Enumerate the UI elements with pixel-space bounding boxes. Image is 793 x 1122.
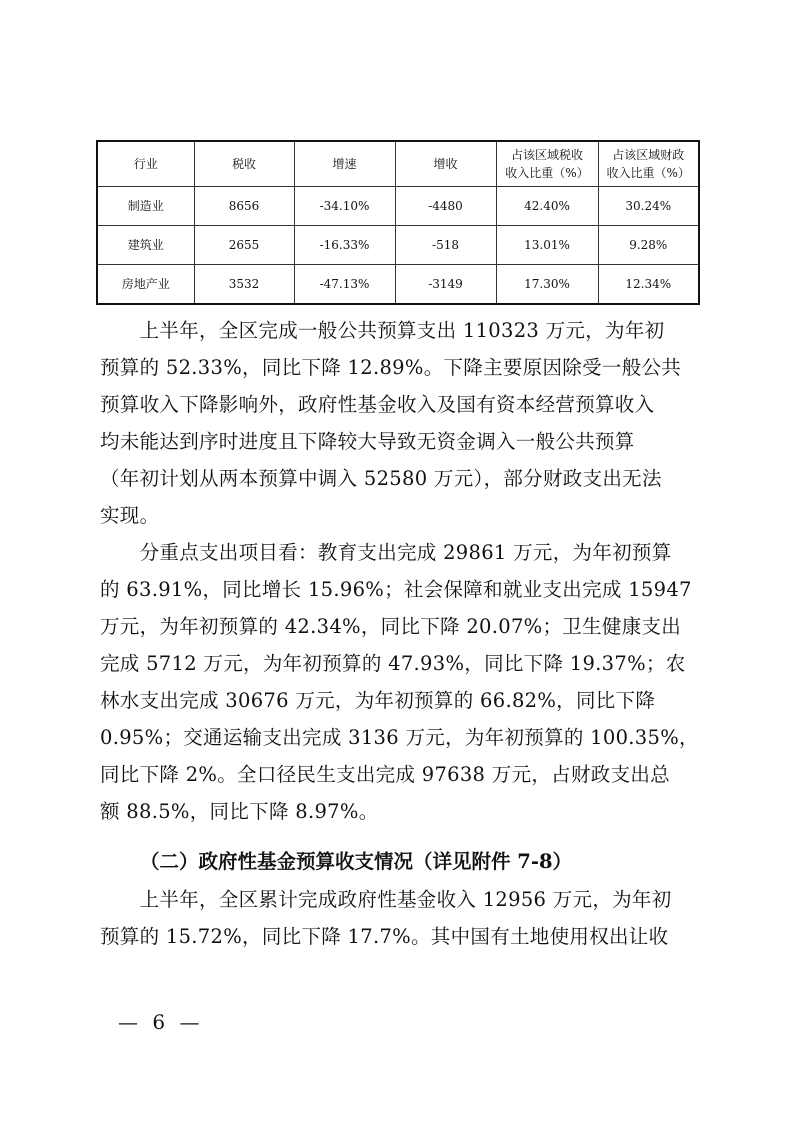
table-cell: 12.34% (598, 265, 699, 305)
table-cell: -47.13% (294, 265, 395, 305)
table-cell: -34.10% (294, 187, 395, 226)
table-row (97, 226, 699, 265)
text-line: 0.95%；交通运输支出完成 3136 万元，为年初预算的 100.35%， (100, 726, 699, 749)
table-cell: 17.30% (496, 265, 598, 305)
table-cell: 3532 (194, 265, 294, 305)
header-share-fiscal-line2: 收入比重（%） (606, 166, 690, 180)
text-line: 预算收入下降影响外，政府性基金收入及国有资本经营预算收入 (100, 393, 655, 416)
text-line: 分重点支出项目看：教育支出完成 29861 万元，为年初预算 (100, 541, 672, 564)
header-share-tax-line1: 占该区域税收 (510, 148, 583, 162)
paragraph-key-expenditure-items (100, 534, 699, 830)
text-line: 实现。 (100, 504, 160, 527)
industry-tax-table (96, 140, 700, 305)
section-heading: （二）政府性基金预算收支情况（详见附件 7-8） (140, 850, 573, 873)
table-cell: 30.24% (598, 187, 699, 226)
table-row (97, 187, 699, 226)
table-cell: -16.33% (294, 226, 395, 265)
header-growth-rate: 增速 (294, 141, 395, 187)
text-line: 的 63.91%，同比增长 15.96%；社会保障和就业支出完成 15947 (100, 578, 692, 601)
text-line: 完成 5712 万元，为年初预算的 47.93%，同比下降 19.37%；农 (100, 652, 686, 675)
table-cell: 建筑业 (97, 226, 194, 265)
table-cell: -4480 (395, 187, 496, 226)
table-cell: 13.01% (496, 226, 598, 265)
table-cell: 制造业 (97, 187, 194, 226)
header-tax: 税收 (194, 141, 294, 187)
table-header-row (97, 141, 699, 187)
text-line: 上半年，全区完成一般公共预算支出 110323 万元，为年初 (100, 319, 665, 342)
page-number: — 6 — (118, 1010, 204, 1034)
text-line: 上半年，全区累计完成政府性基金收入 12956 万元，为年初 (100, 888, 672, 911)
text-line: 预算的 15.72%，同比下降 17.7%。其中国有土地使用权出让收 (100, 925, 669, 948)
header-share-tax-line2: 收入比重（%） (505, 166, 589, 180)
paragraph-general-budget-expenditure (100, 312, 694, 534)
table-cell: -518 (395, 226, 496, 265)
text-line: 均未能达到序时进度且下降较大导致无资金调入一般公共预算 (100, 430, 635, 453)
text-line: 同比下降 2%。全口径民生支出完成 97638 万元，占财政支出总 (100, 763, 670, 786)
table-row (97, 265, 699, 305)
text-line: 额 88.5%，同比下降 8.97%。 (100, 800, 379, 823)
table-cell: 房地产业 (97, 265, 194, 305)
header-industry: 行业 (97, 141, 194, 187)
text-line: 预算的 52.33%，同比下降 12.89%。下降主要原因除受一般公共 (100, 356, 682, 379)
table-cell: -3149 (395, 265, 496, 305)
header-share-fiscal-line1: 占该区域财政 (612, 148, 685, 162)
table-cell: 42.40% (496, 187, 598, 226)
table-cell: 8656 (194, 187, 294, 226)
paragraph-government-fund-revenue (100, 881, 694, 955)
header-share-fiscal (598, 141, 699, 187)
header-share-tax (496, 141, 598, 187)
table-cell: 2655 (194, 226, 294, 265)
header-increase: 增收 (395, 141, 496, 187)
text-line: 林水支出完成 30676 万元，为年初预算的 66.82%，同比下降 (100, 689, 656, 712)
text-line: （年初计划从两本预算中调入 52580 万元），部分财政支出无法 (100, 467, 662, 490)
table-cell: 9.28% (598, 226, 699, 265)
text-line: 万元，为年初预算的 42.34%，同比下降 20.07%；卫生健康支出 (100, 615, 682, 638)
